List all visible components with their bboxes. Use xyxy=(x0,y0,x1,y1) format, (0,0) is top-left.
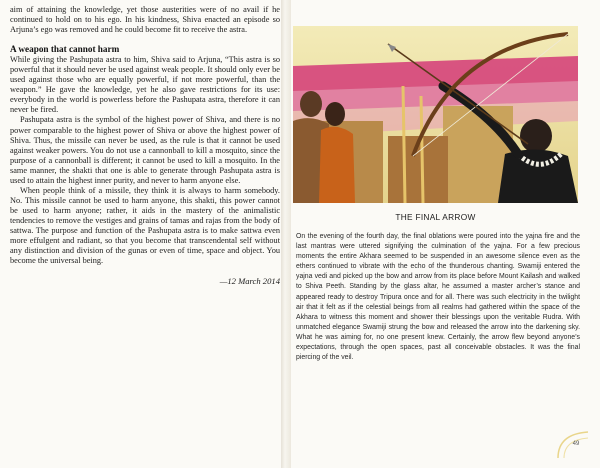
paragraph: Pashupata astra is the symbol of the highest power of Shiva, and there is no power comparable to the highest power of Shiva or above the highest power of Shiva. Thus, the missile can never be used, as the rule is that it cannot be used against weaker powers. You do not use a cannonball to kill a mosquito, since the purpose of a cannonball is different; it cannot be used to kill a mosquito. In the same manner, the shakti that one is able to generate through Pashupata astra is used to attain the highest inner purity, and never to harm anyone else. xyxy=(10,115,280,185)
left-page-text xyxy=(10,5,280,286)
page-number: 49 xyxy=(572,441,580,447)
right-page-text: On the evening of the fourth day, the final oblations were poured into the yajna fire and the last mantras were uttered signifying the culmination of the yajna. For a few precious moments the entire Akhara seemed to be suspended in an awesome silence even as the ethers continued to vibrate with the echo of the thunderous chanting. Swamiji entered the yajna vedi and picked up the bow and arrow from its place before Mount Kailash and walked to Shiva Peeth. Standing by the glass altar, he assumed a master archer’s stance and appeared ready to destroy Tripura once and for all. There was such electricity in the twilight air that it felt as if the celestial beings from all realms had gathered within the space of the Akhara to witness this moment and shower their blessings upon the veritable Rudra. With unmatched elegance Swamiji strung the bow and released the arrow into the darkening sky. What he was aiming for, no one present knew. Certainly, the arrow flew beyond anyone’s expectations, through the open spaces, past all conceivable obstacles. It was the final piercing of the veil. xyxy=(296,233,580,362)
date-signature: —12 March 2014 xyxy=(219,276,280,287)
person-body xyxy=(319,127,355,203)
paragraph: While giving the Pashupata astra to him, Shiva said to Arjuna, “This astra is so powerful that it should never be used against weak people. It should only ever be used against those who are equally powerful, if not more powerful, than the weapon.” He gave the knowledge, yet he also gave restrictions for its use: everybody in the world is powerless before the Pashupata astra, therefore it can never be fired. xyxy=(10,55,280,115)
pole xyxy=(403,86,405,203)
photo-illustration xyxy=(293,26,578,203)
person-head xyxy=(325,102,345,126)
archer-body xyxy=(498,149,578,203)
section-heading: A weapon that cannot harm xyxy=(10,44,120,55)
paragraph: When people think of a missile, they think it is always to harm somebody. No. This missile cannot be used to harm anyone, this shakti, this power cannot be used to harm anyone; rather, it aids in the mastery of the animalistic tendencies to remove the vestiges and grains of tamas and rajas from the body of sattwa. The purpose and function of the Pashupata astra is to make sattwa even more effulgent and radiant, so that you become that transcendental self without any distinction and division of the gunas or even of time, space and object. You become the universal being. xyxy=(10,185,280,266)
final-arrow-photo xyxy=(293,26,578,203)
person-head xyxy=(300,91,322,117)
book-gutter xyxy=(281,0,291,468)
intro-paragraph: aim of attaining the knowledge, yet those austerities were of no avail if he continued to hold on to his ego. In his kindness, Shiva enacted an episode so Arjuna’s ego was removed and he could become fit to receive the astra. xyxy=(10,5,280,35)
photo-caption: THE FINAL ARROW xyxy=(395,212,476,222)
archer-head xyxy=(520,119,552,153)
